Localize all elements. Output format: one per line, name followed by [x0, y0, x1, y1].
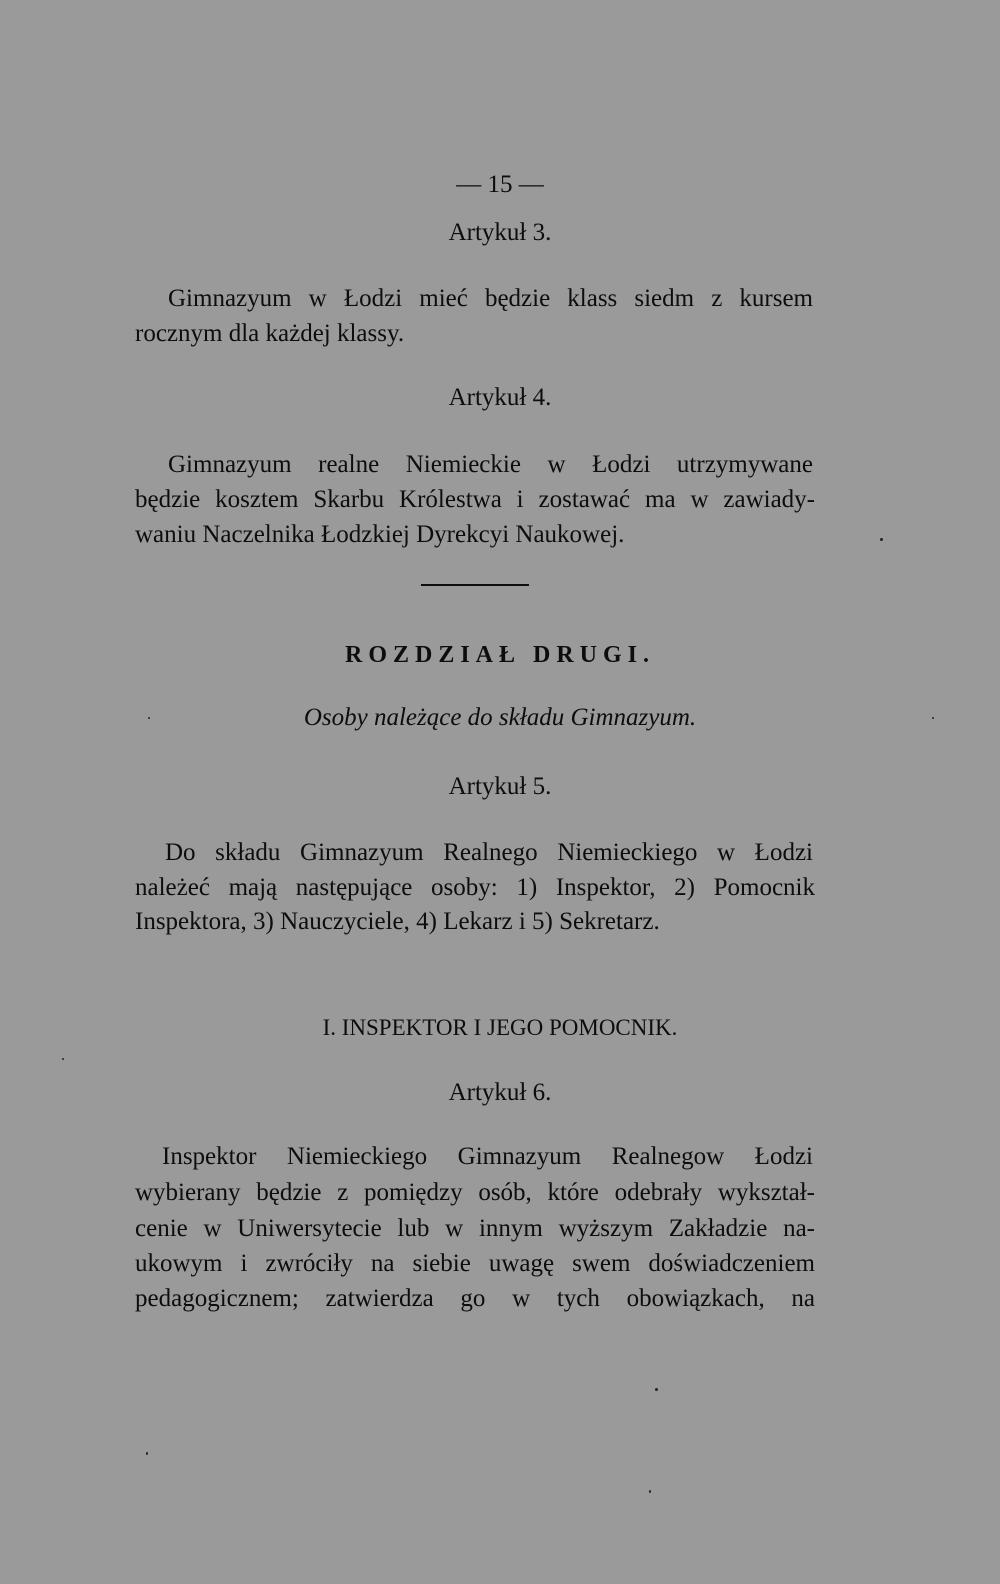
chapter-subtitle: Osoby należące do składu Gimnazyum.: [303, 704, 697, 731]
article-6-line: cenie w Uniwersytecie lub w innym wyższym Zakładzie na-: [135, 1215, 815, 1242]
article-4-heading: Artykuł 4.: [448, 384, 552, 411]
scan-speck: [880, 538, 883, 541]
page-number: — 15 —: [456, 171, 544, 198]
article-5-line: należeć mają następujące osoby: 1) Inspektor, 2) Pomocnik: [135, 874, 815, 901]
section-title: I. INSPEKTOR I JEGO POMOCNIK.: [322, 1015, 678, 1040]
scan-speck: [649, 1490, 651, 1493]
article-6-line: wybierany będzie z pomiędzy osób, które odebrały wykształ-: [135, 1179, 815, 1206]
article-3-line: rocznym dla każdej klassy.: [135, 320, 405, 347]
scan-speck: [932, 717, 934, 719]
article-6-line: pedagogicznem; zatwierdza go w tych obowiązkach, na: [135, 1285, 815, 1312]
article-6-line: ukowym i zwróciły na siebie uwagę swem doświadczeniem: [135, 1250, 815, 1277]
article-3-heading: Artykuł 3.: [448, 219, 552, 246]
scan-speck: [655, 1388, 658, 1391]
section-divider: [421, 584, 529, 586]
scan-speck: [62, 1058, 64, 1060]
scan-speck: [148, 717, 150, 719]
article-6-line: Inspektor Niemieckiego Gimnazyum Realnegow Łodzi: [162, 1143, 813, 1170]
article-4-line: Gimnazyum realne Niemieckie w Łodzi utrzymywane: [168, 451, 813, 478]
article-6-heading: Artykuł 6.: [448, 1079, 552, 1106]
scan-speck: [146, 1452, 148, 1455]
article-3-line: Gimnazyum w Łodzi mieć będzie klass siedm z kursem: [168, 285, 813, 312]
chapter-title: ROZDZIAŁ DRUGI.: [344, 642, 656, 668]
article-5-line: Inspektora, 3) Nauczyciele, 4) Lekarz i 5) Sekretarz.: [135, 908, 660, 935]
article-4-line: waniu Naczelnika Łodzkiej Dyrekcyi Naukowej.: [135, 521, 625, 548]
article-5-line: Do składu Gimnazyum Realnego Niemieckiego w Łodzi: [165, 839, 813, 866]
article-5-heading: Artykuł 5.: [448, 773, 552, 800]
article-4-line: będzie kosztem Skarbu Królestwa i zostawać ma w zawiady-: [135, 486, 815, 513]
